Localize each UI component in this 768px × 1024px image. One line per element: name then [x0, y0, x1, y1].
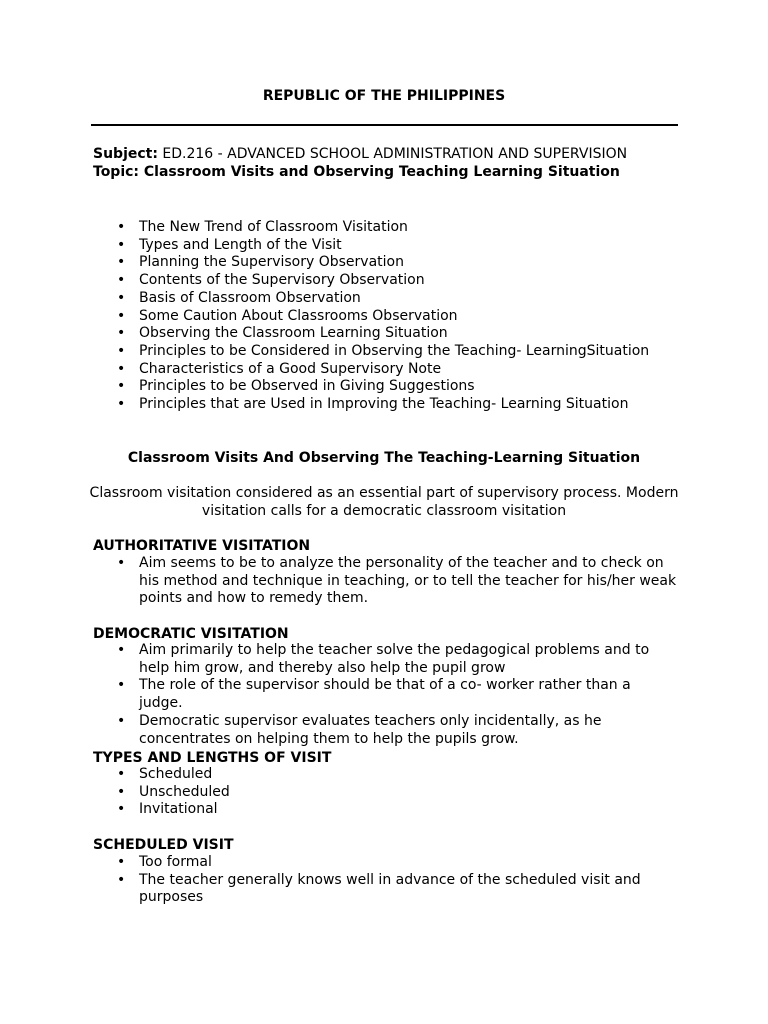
topic-item: • Characteristics of a Good Supervisory Note [117, 361, 737, 379]
document-title: REPUBLIC OF THE PHILIPPINES [262, 88, 506, 104]
topic-line: Topic: Classroom Visits and Observing Teaching Learning Situation [93, 164, 620, 180]
authoritative-heading: AUTHORITATIVE VISITATION [93, 538, 311, 554]
types-heading: TYPES AND LENGTHS OF VISIT [93, 750, 332, 766]
subject-label: Subject: [93, 146, 158, 162]
types-list [117, 766, 677, 819]
topic-item: • Basis of Classroom Observation [117, 290, 737, 308]
topic-item: • Observing the Classroom Learning Situation [117, 325, 737, 343]
topic-item: • Types and Length of the Visit [117, 237, 737, 255]
topic-item: • Principles to be Observed in Giving Suggestions [117, 378, 737, 396]
subject-value: ED.216 - ADVANCED SCHOOL ADMINISTRATION AND SUPERVISION [157, 146, 628, 162]
topic-item: • Contents of the Supervisory Observation [117, 272, 737, 290]
democratic-heading: DEMOCRATIC VISITATION [93, 626, 289, 642]
authoritative-list [117, 555, 677, 608]
header-divider [91, 124, 678, 126]
section-title: Classroom Visits And Observing The Teaching-Learning Situation [127, 450, 641, 466]
topic-item: • Principles to be Considered in Observing the Teaching- LearningSituation [117, 343, 737, 361]
list-item: • Too formal [117, 854, 677, 872]
topic-item: • Planning the Supervisory Observation [117, 254, 737, 272]
scheduled-heading: SCHEDULED VISIT [93, 837, 234, 853]
list-item: • The teacher generally knows well in advance of the scheduled visit and purposes [117, 872, 677, 907]
list-item: • Aim primarily to help the teacher solve the pedagogical problems and to help him grow, and thereby also help the pupil grow [117, 642, 677, 677]
topic-item: • Some Caution About Classrooms Observation [117, 308, 737, 326]
list-item: • Democratic supervisor evaluates teachers only incidentally, as he concentrates on helping them to help the pupils grow. [117, 713, 677, 748]
subject-line [93, 146, 627, 164]
topics-list [117, 219, 737, 414]
democratic-list [117, 642, 677, 748]
intro-paragraph: Classroom visitation considered as an essential part of supervisory process. Modern visitation calls for a democratic classroom visitation [89, 485, 679, 519]
list-item: • Unscheduled [117, 784, 677, 802]
topic-item: • The New Trend of Classroom Visitation [117, 219, 737, 237]
scheduled-list [117, 854, 677, 907]
list-item: • Scheduled [117, 766, 677, 784]
list-item: • The role of the supervisor should be that of a co- worker rather than a judge. [117, 677, 677, 712]
list-item: • Invitational [117, 801, 677, 819]
list-item: • Aim seems to be to analyze the personality of the teacher and to check on his method and technique in teaching, or to tell the teacher for his/her weak points and how to remedy them. [117, 555, 677, 608]
topic-item: • Principles that are Used in Improving the Teaching- Learning Situation [117, 396, 737, 414]
